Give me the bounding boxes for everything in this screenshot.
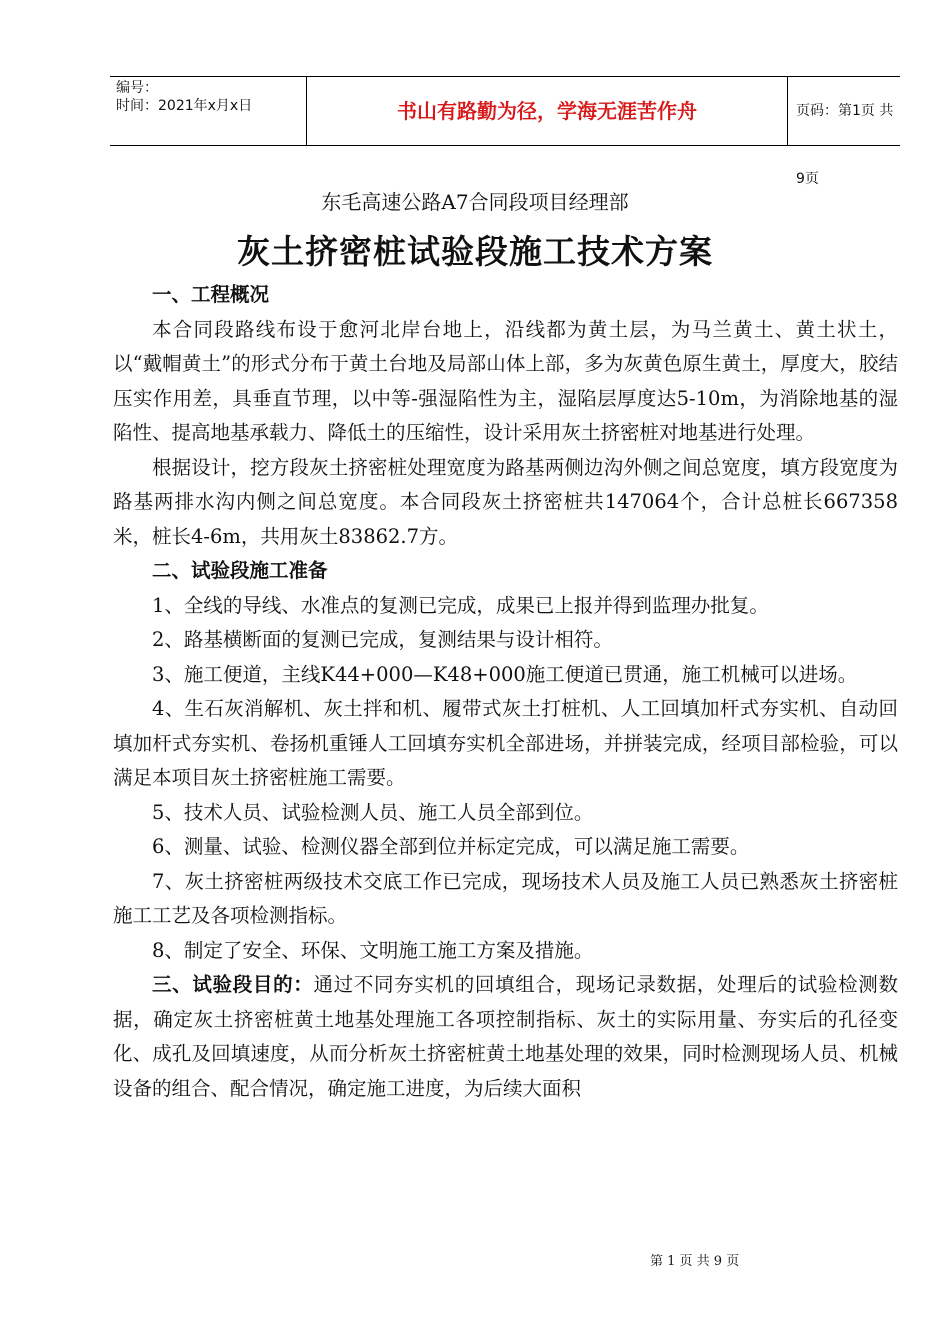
section-heading-purpose: 三、试验段目的： xyxy=(152,973,314,996)
section-heading-overview: 一、工程概况 xyxy=(152,283,270,306)
list-item: 3、施工便道，主线K44+000—K48+000施工便道已贯通，施工机械可以进场。 xyxy=(152,662,858,686)
purpose-text: 通过不同夯实机的回填组合，现场记录数据，处理后的试验检测数据，确定灰土挤密桩黄土地基处理施工各项控制指标、灰土的实际用量、夯实后的孔径变化、成孔及回填速度，从而分析灰土挤密桩黄土地基处理的效果，同时检测现场人员、机械设备的组合、配合情况，确定施工进度，为后续大面积 xyxy=(113,973,898,1100)
list-item: 2、路基横断面的复测已完成，复测结果与设计相符。 xyxy=(152,628,613,651)
list-item: 4、生石灰消解机、灰土拌和机、履带式灰土打桩机、人工回填加杆式夯实机、自动回填加杆式夯实机、卷扬机重锤人工回填夯实机全部进场，并拼装完成，经项目部检验，可以满足本项目灰土挤密桩施工需要。 xyxy=(113,697,898,789)
list-item: 5、技术人员、试验检测人员、施工人员全部到位。 xyxy=(152,800,594,824)
page-header xyxy=(110,76,900,187)
document-time-label: 时间：2021年x月x日 xyxy=(116,98,253,114)
page-footer: 第 1 页 共 9 页 xyxy=(650,1254,740,1269)
section-heading-preparation: 二、试验段施工准备 xyxy=(152,559,328,582)
organization-name: 东毛高速公路A7合同段项目经理部 xyxy=(321,190,629,214)
list-item: 8、制定了安全、环保、文明施工施工方案及措施。 xyxy=(152,938,594,962)
list-item: 7、灰土挤密桩两级技术交底工作已完成，现场技术人员及施工人员已熟悉灰土挤密桩施工工艺及各项检测指标。 xyxy=(113,869,898,927)
list-item: 6、测量、试验、检测仪器全部到位并标定完成，可以满足施工需要。 xyxy=(152,835,750,858)
header-meta xyxy=(110,77,305,145)
paragraph-overview-2: 根据设计，挖方段灰土挤密桩处理宽度为路基两侧边沟外侧之间总宽度，填方段宽度为路基两排水沟内侧之间总宽度。本合同段灰土挤密桩共147064个，合计总桩长667358米，桩长4-6m，共用灰土83862.7方。 xyxy=(113,455,898,548)
paragraph-overview-1: 本合同段路线布设于愈河北岸台地上，沿线都为黄土层，为马兰黄土、黄土状土，以“戴帽黄土”的形式分布于黄土台地及局部山体上部，多为灰黄色原生黄土，厚度大，胶结压实作用差，具垂直节理，以中等-强湿陷性为主，湿陷层厚度达5-10m，为消除地基的湿陷性、提高地基承载力、降低土的压缩性，设计采用灰土挤密桩对地基进行处理。 xyxy=(113,317,898,444)
document-title: 灰土挤密桩试验段施工技术方案 xyxy=(237,232,713,271)
header-motto: 书山有路勤为径，学海无涯苦作舟 xyxy=(306,77,788,145)
header-page-info: 页码：第1页 共9页 xyxy=(796,103,894,187)
paragraph-purpose xyxy=(113,968,898,1106)
list-item: 1、全线的导线、水准点的复测已完成，成果已上报并得到监理办批复。 xyxy=(152,593,769,617)
document-body xyxy=(113,278,898,1106)
document-number-label: 编号： xyxy=(116,80,158,96)
